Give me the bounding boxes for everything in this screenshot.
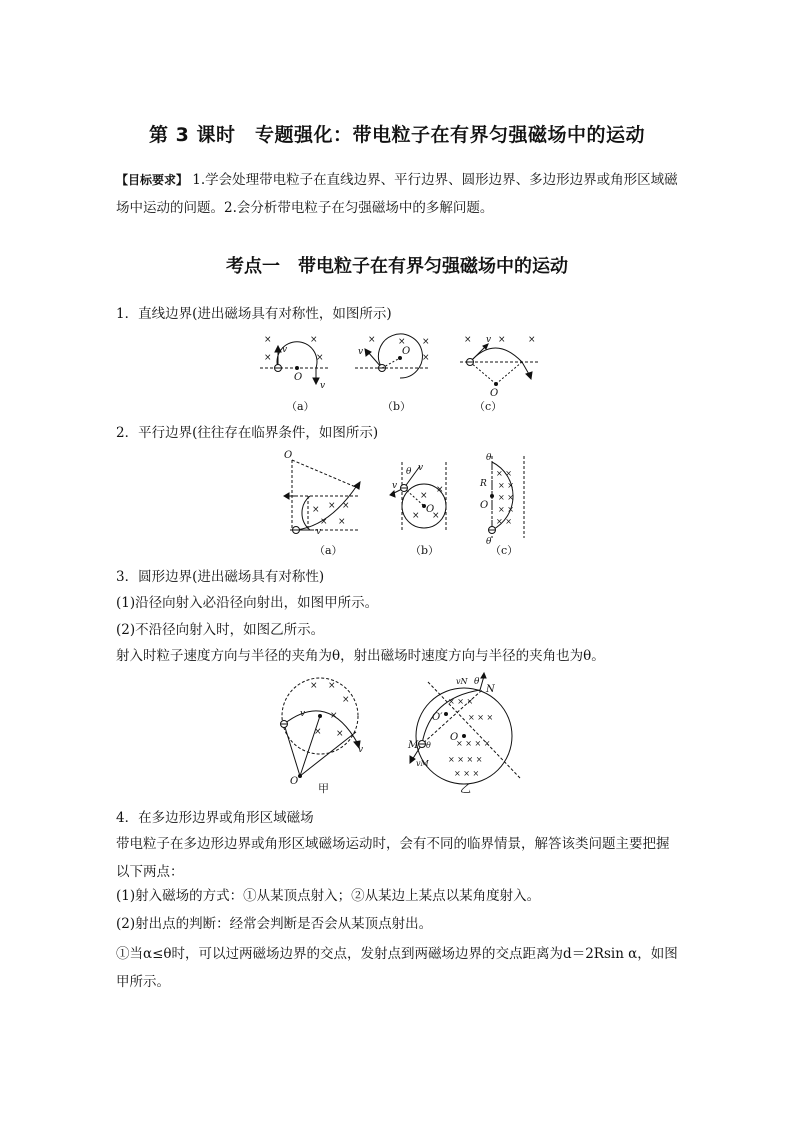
item-3-1: (1)沿径向射入必沿径向射出，如图甲所示。: [116, 595, 379, 611]
figure-yi: [407, 673, 520, 795]
svg-text:× ×: × ×: [498, 493, 514, 502]
figure-2c: [479, 453, 524, 557]
svg-text:×: ×: [264, 353, 272, 363]
svg-text:×: ×: [336, 729, 344, 739]
label-v: v: [418, 463, 424, 473]
label-o: O: [450, 732, 459, 743]
figure-parallel-boundary: [280, 448, 540, 560]
caption-a: （a）: [314, 544, 343, 557]
svg-text:×: ×: [398, 337, 406, 347]
svg-text:× × × ×: × × × ×: [456, 739, 491, 748]
caption-a: （a）: [286, 400, 315, 413]
label-o: O: [426, 504, 435, 515]
svg-text:×: ×: [316, 353, 324, 363]
caption-jia: 甲: [318, 782, 329, 795]
svg-text:× × ×: × × ×: [454, 769, 480, 778]
figure-2a: [284, 450, 360, 557]
svg-text:×: ×: [312, 505, 320, 515]
section-title: 考点一 带电粒子在有界匀强磁场中的运动: [226, 256, 568, 277]
svg-text:×: ×: [464, 335, 472, 345]
caption-b: （b）: [382, 400, 412, 413]
svg-text:×: ×: [412, 511, 420, 521]
item-2: 2．平行边界(往往存在临界条件，如图所示): [116, 425, 379, 441]
svg-text:×: ×: [432, 511, 440, 521]
goal-paragraph: [116, 166, 682, 222]
label-v: v: [300, 709, 306, 719]
caption-c: （c）: [474, 400, 503, 413]
item-4-1: (1)射入磁场的方式：①从某顶点射入；②从某边上某点以某角度射入。: [116, 888, 541, 904]
svg-text:×: ×: [422, 353, 430, 363]
figure-1b: [355, 334, 430, 413]
svg-text:×: ×: [330, 711, 338, 721]
svg-text:× ×: × ×: [496, 517, 512, 526]
figure-1c: [460, 335, 540, 413]
label-o: O: [402, 346, 411, 357]
label-v: v: [486, 335, 492, 345]
svg-text:×: ×: [436, 485, 444, 495]
svg-text:×: ×: [422, 337, 430, 347]
label-v: v: [358, 347, 364, 357]
caption-yi: 乙: [460, 782, 471, 795]
label-theta: θ: [474, 677, 480, 687]
label-vn: vN: [456, 677, 468, 686]
label-o: O: [284, 450, 293, 461]
goal-text: 1.学会处理带电粒子在直线边界、平行边界、圆形边界、多边形边界或角形区域磁场中运动的问题。2.会分析带电粒子在匀强磁场中的多解问题。: [116, 172, 678, 216]
item-4-3: ①当α≤θ时，可以过两磁场边界的交点，发射点到两磁场边界的交点距离为d＝2Rsin α，如图甲所示。: [116, 946, 678, 990]
figure-1a: [260, 335, 330, 413]
svg-text:×: ×: [328, 501, 336, 511]
goal-tag: 【目标要求】: [116, 173, 189, 187]
label-o: O: [290, 776, 299, 787]
item-3-2: (2)不沿径向射入时，如图乙所示。: [116, 622, 325, 638]
label-v: v: [392, 481, 398, 491]
label-v: v: [320, 381, 326, 391]
label-v: v: [316, 527, 322, 537]
label-o-prime: O′: [432, 712, 443, 723]
label-o: O: [294, 372, 303, 383]
figure-straight-boundary: [250, 328, 550, 418]
label-v: v: [358, 745, 364, 755]
label-m: M: [408, 740, 419, 751]
svg-text:×: ×: [368, 335, 376, 345]
figure-2b: [390, 462, 446, 557]
item-1: 1．直线边界(进出磁场具有对称性，如图所示): [116, 306, 392, 322]
item-4-2: (2)射出点的判断：经常会判断是否会从某顶点射出。: [116, 916, 433, 932]
figure-circular-boundary: [270, 668, 540, 796]
label-o: O: [490, 388, 499, 399]
item-3: 3．圆形边界(进出磁场具有对称性): [116, 569, 325, 585]
svg-text:× ×: × ×: [498, 481, 514, 490]
svg-text:×: ×: [328, 681, 336, 691]
svg-text:× ×: × ×: [498, 505, 514, 514]
svg-text:×: ×: [338, 517, 346, 527]
svg-text:×: ×: [498, 335, 506, 345]
label-theta: θ: [486, 537, 492, 547]
svg-text:×: ×: [420, 491, 428, 501]
label-vm: vM: [416, 759, 429, 768]
label-theta: θ: [486, 453, 492, 463]
svg-text:× × × ×: × × × ×: [448, 755, 483, 764]
svg-text:×: ×: [342, 501, 350, 511]
label-theta: θ: [406, 467, 412, 477]
svg-text:×: ×: [320, 517, 328, 527]
svg-text:×: ×: [342, 695, 350, 705]
svg-text:×: ×: [314, 727, 322, 737]
item-4-intro: 带电粒子在多边形边界或角形区域磁场运动时，会有不同的临界情景，解答该类问题主要把握以下两点：: [116, 836, 670, 880]
caption-c: （c）: [490, 544, 519, 557]
caption-b: （b）: [410, 544, 440, 557]
svg-text:× × ×: × × ×: [468, 713, 494, 722]
label-r: R: [480, 479, 487, 489]
page-title: 第 3 课时 专题强化：带电粒子在有界匀强磁场中的运动: [149, 124, 645, 146]
svg-text:× × ×: × × ×: [448, 697, 474, 706]
svg-text:× ×: × ×: [496, 469, 512, 478]
label-theta: θ: [426, 741, 431, 750]
svg-text:×: ×: [264, 335, 272, 345]
label-n: N: [486, 684, 495, 695]
item-4: 4．在多边形边界或角形区域磁场: [116, 810, 314, 826]
svg-text:×: ×: [528, 335, 536, 345]
label-v: v: [282, 345, 288, 355]
figure-jia: [281, 678, 364, 795]
svg-text:×: ×: [310, 681, 318, 691]
svg-text:×: ×: [310, 335, 318, 345]
label-o: O: [480, 500, 489, 511]
item-3-3: 射入时粒子速度方向与半径的夹角为θ，射出磁场时速度方向与半径的夹角也为θ。: [116, 648, 605, 664]
